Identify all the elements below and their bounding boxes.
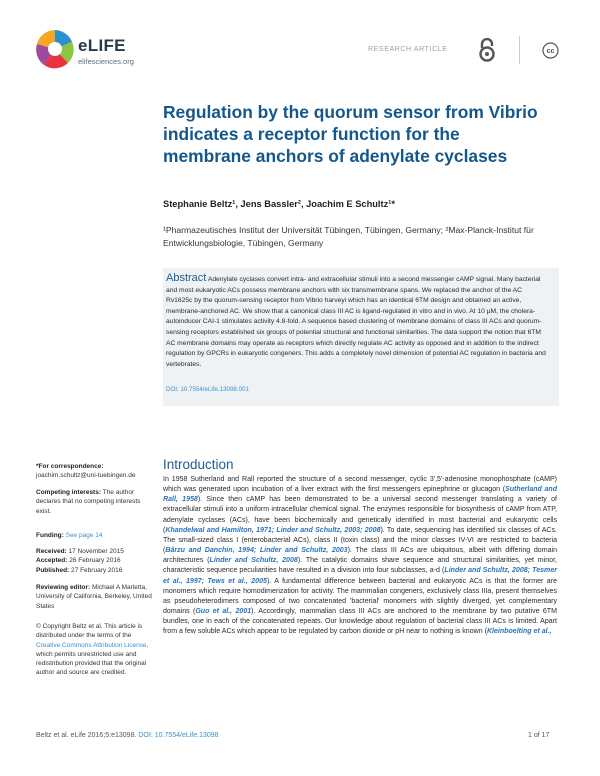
- abstract-doi-link[interactable]: DOI: 10.7554/eLife.13098.001: [166, 386, 249, 393]
- published-label: Published:: [36, 566, 70, 574]
- footer-citation-text: Beltz et al. eLife 2016;5:e13098.: [36, 732, 137, 739]
- accepted-label: Accepted:: [36, 557, 68, 565]
- citation-link[interactable]: Linder and Schultz, 2008: [209, 557, 298, 565]
- correspondence-email[interactable]: joachim.schultz@uni-tuebingen.de: [36, 472, 136, 480]
- abstract-heading: Abstract: [166, 272, 207, 284]
- svg-text:cc: cc: [546, 48, 555, 56]
- intro-text: In 1958 Sutherland and Rall reported the structure of a second messenger, cyclic 3′,5′-adenosine monophosphate (cAMP) which was generated upon incubation of a liver extract with the first messengers epinephrine or glucagon (: [163, 476, 557, 494]
- citation-link[interactable]: Linder and Schultz, 2008; Tesmer et al., 1997; Tews et al., 2005: [163, 567, 557, 585]
- competing-interests-note: [36, 488, 153, 516]
- introduction-heading: Introduction: [163, 457, 234, 472]
- creative-commons-icon: [542, 42, 559, 59]
- reviewing-editor-value: Michael A Marletta, University of California, Berkeley, United States: [36, 584, 152, 610]
- accepted-date: 26 February 2016: [69, 557, 121, 565]
- citation-link[interactable]: Bârzu and Danchin, 1994; Linder and Schultz, 2003: [165, 547, 348, 555]
- correspondence-note: [36, 462, 153, 481]
- introduction-body: [163, 475, 557, 638]
- copyright-note: [36, 622, 153, 678]
- article-title: Regulation by the quorum sensor from Vibrio indicates a receptor function for the membrane anchors of adenylate cyclases: [163, 102, 538, 166]
- correspondence-label: *For correspondence:: [36, 463, 104, 470]
- elife-logo[interactable]: [34, 28, 76, 70]
- received-date: 17 November 2015: [68, 548, 124, 555]
- open-access-icon: [476, 38, 498, 62]
- abstract-text: Adenylate cyclases convert intra- and extracellular stimuli into a second messenger cAMP signal. Many bacterial and most eukaryotic ACs possess membrane anchors with six transmembrane spans. We replaced the anchor of the AC Rv1625c by the quorum-sensing receptor from Vibrio harveyi which has an identical 6TM design and obtained an active, membrane-anchored AC. We show that a canonical class III AC is ligand-regulated in vitro and in vivo. At 10 µM, the cholera-autoinducer CAI-1 stimulates activity 4.8-fold. A sequence based clustering of membrane domains of class III ACs and quorum-sensing receptors established six groups of potential structural and functional similarities. The data support the notion that 6TM AC membrane domains may operate as receptors which directly regulate AC activity as opposed and in addition to the indirect regulation by GPCRs in eukaryotic congeners. This adds a completely novel dimension of potential AC regulation in bacteria and vertebrates.: [166, 276, 546, 368]
- citation-link[interactable]: Sutherland and Rall, 1958: [163, 486, 558, 504]
- reviewing-editor-label: Reviewing editor:: [36, 584, 91, 591]
- footer-doi-link[interactable]: DOI: 10.7554/eLife.13098: [138, 732, 219, 739]
- citation-link[interactable]: Kleinboelting et al.,: [486, 628, 552, 636]
- received-label: Received:: [36, 548, 67, 555]
- brand-url[interactable]: elifesciences.org: [78, 57, 134, 66]
- header-divider: [519, 36, 520, 64]
- citation-link[interactable]: Khandelwal and Hamilton, 1971; Linder and Schultz, 2003; 2008: [165, 526, 381, 534]
- publication-dates: [36, 547, 153, 575]
- intro-text: ). The catalytic domains share sequence and structural similarities, yet minor, characteristic sequence peculiarities have resulted in a division into four subclasses, a-d (: [163, 557, 557, 575]
- funding-label: Funding:: [36, 532, 64, 539]
- page-number: 1 of 17: [528, 732, 550, 739]
- intro-text: ). The class III ACs are ubiquitous, albeit with differing domain architectures (: [163, 547, 557, 565]
- published-date: 27 February 2016: [71, 566, 123, 574]
- brand-name: eLIFE: [78, 36, 126, 55]
- footer-citation: [36, 732, 219, 739]
- intro-text: ). A fundamental difference between bacterial and eukaryotic ACs is that the former are monomers which require homodimerization for activity. The mammalian congeners, exclusively class IIIa, present themselves as pseudoheterodimers composed of two concatenated 'bacterial' monomers with slightly diverged, yet complementary domains (: [163, 577, 557, 616]
- citation-link[interactable]: Guo et al., 2001: [195, 608, 252, 616]
- competing-interests-value: The author declares that no competing interests exist.: [36, 489, 141, 515]
- intro-text: ). To date, sequencing has identified six classes of ACs. The small-sized class I (enterobacterial ACs), class II (toxin class) and the minor classes IV-VI are restricted to bacteria (: [163, 526, 558, 555]
- article-type-label: RESEARCH ARTICLE: [368, 46, 448, 53]
- affiliations: ¹Pharmazeutisches Institut der Universität Tübingen, Tübingen, Germany; ²Max-Planck-Institut für Entwicklungsbiologie, Tübingen, Germany: [163, 225, 534, 248]
- copyright-text-end: which permits unrestricted use and redistribution provided that the original author and source are credited.: [36, 650, 147, 677]
- author-list: Stephanie Beltz¹, Jens Bassler², Joachim E Schultz¹*: [163, 199, 395, 209]
- funding-link[interactable]: See page 14: [65, 532, 103, 539]
- copyright-text: © Copyright Beltz et al. This article is distributed under the terms of the: [36, 623, 143, 640]
- competing-interests-label: Competing interests:: [36, 489, 102, 496]
- intro-text: ). Accordingly, mammalian class III ACs are anchored to the membrane by two putative 6TM bundles, one in each of the concatenated repeats. Our knowledge about regulation of bacterial class III ACs is limited. Apart from a few soluble ACs which appear to be regulated by carbon dioxide or pH near to nothing is known (: [163, 608, 557, 636]
- funding-note: [36, 531, 153, 540]
- license-link[interactable]: Creative Commons Attribution License,: [36, 641, 149, 649]
- reviewing-editor-note: [36, 583, 153, 611]
- intro-text: ). Since then cAMP has been demonstrated to be a universal second messenger translating a variety of extracellular stimuli into a uniform intracellular chemical signal. The enzymes responsible for biosynthesis of cAMP from ATP, adenylate cyclases (ACs), have been biochemically and genetically identified in most bacterial and eukaryotic cells (: [163, 496, 557, 534]
- abstract: [166, 273, 546, 370]
